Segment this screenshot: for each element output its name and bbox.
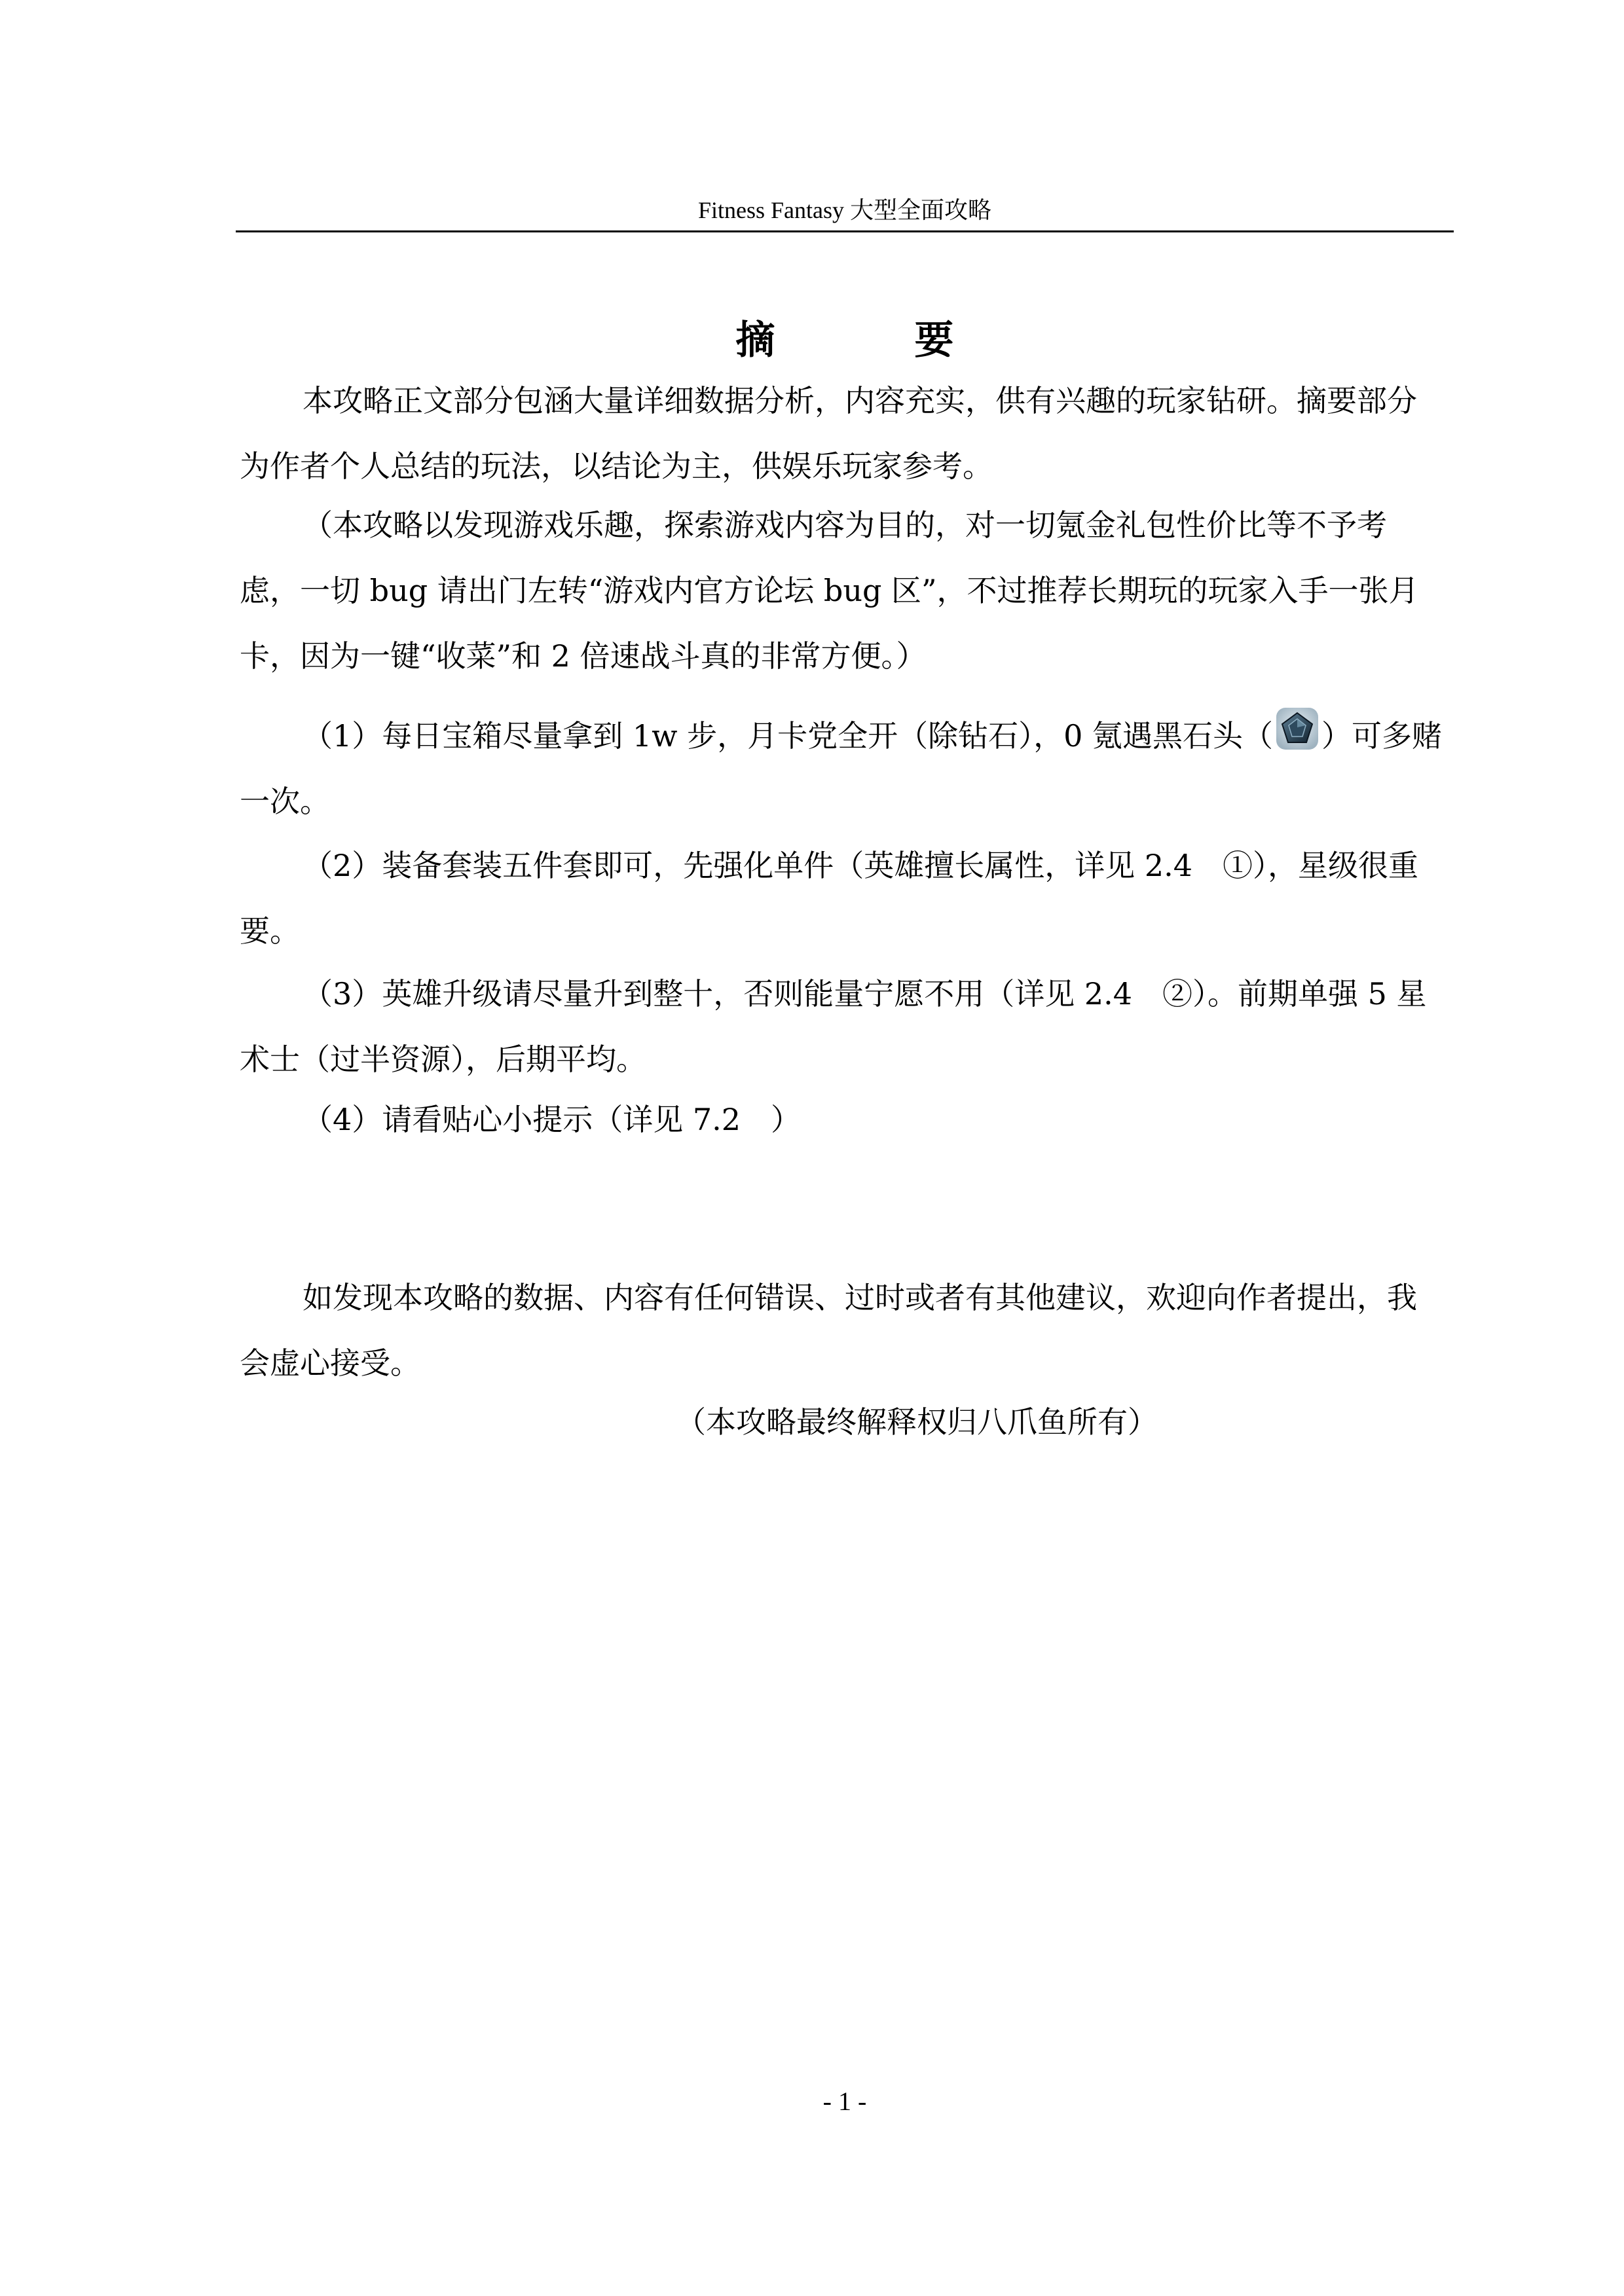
tip-2-paragraph: （2）装备套装五件套即可，先强化单件（英雄擅长属性，详见 2.4 ①），星级很重要。 bbox=[240, 848, 1419, 949]
feedback-paragraph: 如发现本攻略的数据、内容有任何错误、过时或者有其他建议，欢迎向作者提出，我会虚心接受。 bbox=[240, 1280, 1417, 1381]
tip-1-text-before: （1）每日宝箱尽量拿到 1w 步，月卡党全开（除钻石），0 氪遇黑石头（ bbox=[303, 718, 1274, 754]
tip-1-paragraph bbox=[240, 703, 1445, 834]
abstract-title: 摘 要 bbox=[735, 318, 1017, 363]
copyright-note: （本攻略最终解释权归八爪鱼所有） bbox=[676, 1404, 1158, 1440]
tip-1-text-after: ）可多赌一次。 bbox=[240, 718, 1443, 819]
abstract-intro-paragraph: 本攻略正文部分包涵大量详细数据分析，内容充实，供有兴趣的玩家钻研。摘要部分为作者个人总结的玩法，以结论为主，供娱乐玩家参考。 bbox=[240, 383, 1417, 484]
abstract-note-paragraph: （本攻略以发现游戏乐趣，探索游戏内容为目的，对一切氪金礼包性价比等不予考虑，一切 bug 请出门左转“游戏内官方论坛 bug 区”，不过推荐长期玩的玩家入手一张月卡，因为一键“收菜”和 2 倍速战斗真的非常方便。） bbox=[240, 507, 1419, 674]
black-stone-gem-icon bbox=[1276, 707, 1319, 750]
header-rule bbox=[236, 230, 1454, 232]
page-number: - 1 - bbox=[822, 2086, 867, 2116]
running-header: Fitness Fantasy 大型全面攻略 bbox=[697, 197, 991, 223]
tip-4-paragraph: （4）请看贴心小提示（详见 7.2 ） bbox=[303, 1102, 802, 1137]
tip-3-paragraph: （3）英雄升级请尽量升到整十，否则能量宁愿不用（详见 2.4 ②）。前期单强 5 星术士（过半资源），后期平均。 bbox=[240, 976, 1427, 1077]
